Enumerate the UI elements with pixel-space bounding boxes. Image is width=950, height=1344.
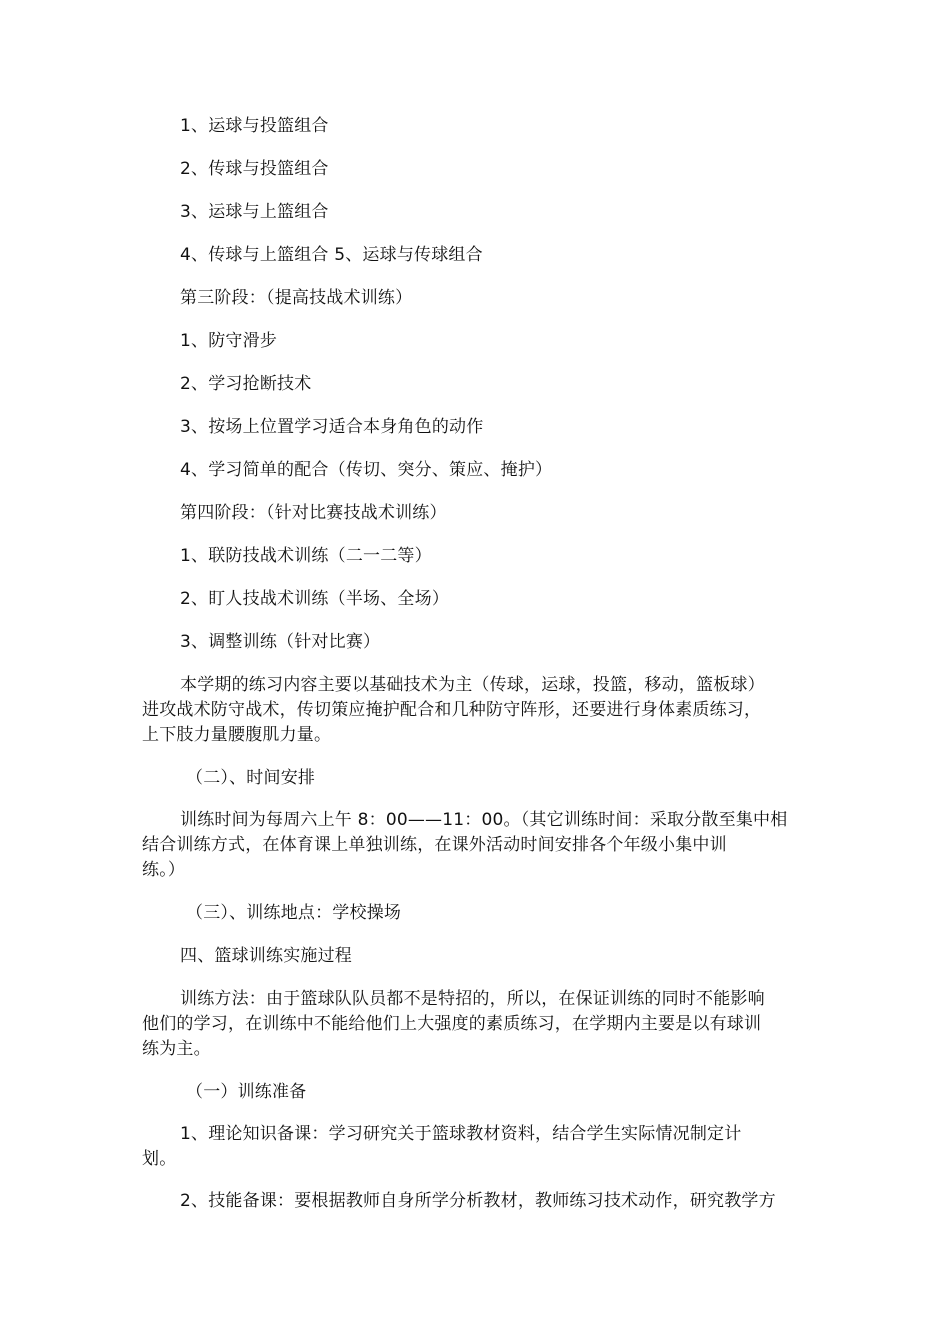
section-heading-process: 四、篮球训练实施过程 (180, 946, 352, 966)
list-item: 1、联防技战术训练（二一二等） (180, 546, 432, 566)
skill-paragraph: 2、技能备课：要根据教师自身所学分析教材，教师练习技术动作，研究教学方 (180, 1191, 776, 1211)
theory-paragraph: 1、理论知识备课：学习研究关于篮球教材资料，结合学生实际情况制定计 划。 (142, 1124, 742, 1169)
list-item: 1、运球与投篮组合 (180, 116, 329, 136)
list-item: 4、学习简单的配合（传切、突分、策应、掩护） (180, 460, 553, 480)
section-heading-time: （二）、时间安排 (186, 768, 316, 788)
list-item: 1、防守滑步 (180, 331, 278, 351)
stage-heading: 第四阶段：（针对比赛技战术训练） (180, 503, 447, 523)
list-item: 4、传球与上篮组合 5、运球与传球组合 (180, 245, 483, 265)
time-paragraph: 训练时间为每周六上午 8：00——11：00。（其它训练时间：采取分散至集中相 结合训练方式，在体育课上单独训练，在课外活动时间安排各个年级小集中训 练。） (142, 810, 788, 880)
list-item: 3、调整训练（针对比赛） (180, 632, 381, 652)
list-item: 2、传球与投篮组合 (180, 159, 329, 179)
list-item: 2、盯人技战术训练（半场、全场） (180, 589, 450, 609)
section-heading-prep: （一）训练准备 (186, 1082, 307, 1102)
stage-heading: 第三阶段：（提高技战术训练） (180, 288, 413, 308)
list-item: 2、学习抢断技术 (180, 374, 312, 394)
method-paragraph: 训练方法：由于篮球队队员都不是特招的，所以，在保证训练的同时不能影响 他们的学习，在训练中不能给他们上大强度的素质练习，在学期内主要是以有球训 练为主。 (142, 989, 765, 1059)
practice-content-paragraph: 本学期的练习内容主要以基础技术为主（传球，运球，投篮，移动，篮板球） 进攻战术防守战术，传切策应掩护配合和几种防守阵形，还要进行身体素质练习， 上下肢力量腰腹肌力量。 (142, 675, 765, 745)
section-heading-place: （三）、训练地点：学校操场 (186, 903, 402, 923)
list-item: 3、按场上位置学习适合本身角色的动作 (180, 417, 484, 437)
list-item: 3、运球与上篮组合 (180, 202, 329, 222)
